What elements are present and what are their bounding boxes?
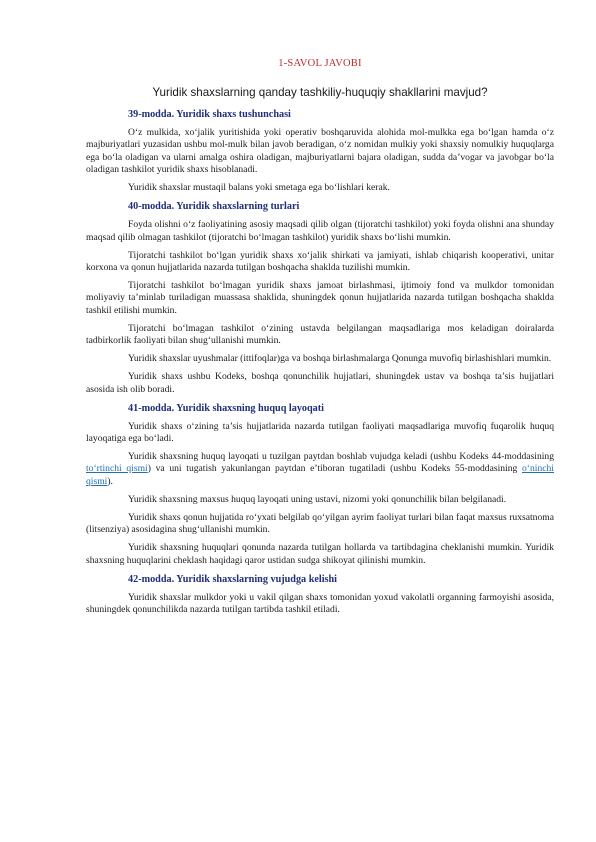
link-fourth-part[interactable]: to‘rtinchi qismi — [86, 463, 148, 475]
paragraph: Tijoratchi tashkilot bo‘lgan yuridik shaxs xo‘jalik shirkati va jamiyati, ishlab chiqarish kooperativi, unitar korxona va qonun hujjatlarida nazarda tutilgan boshqacha shaklda tuzilishi mumkin. — [86, 249, 554, 274]
paragraph-text: Yuridik shaxsning huquq layoqati u tuzilgan paytdan boshlab vujudga keladi (ushbu Kodeks 44-moddasining — [128, 451, 554, 463]
paragraph: Tijoratchi tashkilot bo‘lmagan yuridik shaxs jamoat birlashmasi, ijtimoiy fond va mulkdor tomonidan moliyaviy ta’minlab turiladigan muassasa shaklida, shuningdek qonun hujjatlarida nazarda tutilgan boshqacha shaklda tashkil etilishi mumkin. — [86, 280, 554, 316]
paragraph: Yuridik shaxslar mustaqil balans yoki smetaga ega bo‘lishlari kerak. — [128, 182, 390, 194]
paragraph-text: ) va uni tugatish yakunlangan paytdan e’tiboran tugatiladi (ushbu Kodeks 55-moddasining — [147, 463, 522, 475]
paragraph: Yuridik shaxslar uyushmalar (ittifoqlar)ga va boshqa birlashmalarga Qonunga muvofiq birlashishlari mumkin. — [128, 353, 552, 365]
paragraph: Foyda olishni o‘z faoliyatining asosiy maqsadi qilib olgan (tijoratchi tashkilot) yoki foyda olishni ana shunday maqsad qilib olmagan tashkilot (tijoratchi bo‘lmagan tashkilot) yuridik shaxs bo‘lishi mumkin. — [86, 219, 554, 243]
paragraph: O‘z mulkida, xo‘jalik yuritishida yoki operativ boshqaruvida alohida mol-mulkka ega bo‘lgan hamda o‘z majburiyatlari yuzasidan ushbu mol-mulk bilan javob beradigan, o‘z nomidan mulkiy yoki shaxsiy nomulkiy huquqlarga ega bo‘la oladigan va ularni amalga oshira oladigan, majburiyatlarni bajara oladigan, sudda da’vogar va javobgar bo‘la oladigan tashkilot yuridik shaxs hisoblanadi. — [86, 127, 554, 176]
link-tenth-part[interactable]: o‘ninchi qismi — [86, 463, 554, 487]
paragraph: Yuridik shaxsning maxsus huquq layoqati uning ustavi, nizomi yoki qonunchilik bilan belgilanadi. — [128, 493, 507, 505]
question-heading: Yuridik shaxslarning qanday tashkiliy-huquqiy shakllarini mavjud? — [152, 86, 488, 99]
article-42-heading: 42-modda. Yuridik shaxslarning vujudga kelishi — [128, 573, 338, 585]
paragraph: Yuridik shaxs ushbu Kodeks, boshqa qonunchilik hujjatlari, shuningdek ustav va boshqa ta’sis hujjatlari asosida ish olib boradi. — [86, 371, 554, 395]
paragraph: Yuridik shaxslar mulkdor yoki u vakil qilgan shaxs tomonidan yoxud vakolatli organning farmoyishi asosida, shuningdek qonunchilikda nazarda tutilgan tartibda tashkil etiladi. — [86, 591, 554, 616]
paragraph: Yuridik shaxs o‘zining ta’sis hujjatlarida nazarda tutilgan faoliyati maqsadlariga muvofiq fuqarolik huquq layoqatiga ega bo‘ladi. — [86, 420, 554, 445]
article-41-heading: 41-modda. Yuridik shaxsning huquq layoqati — [128, 402, 325, 414]
paragraph: Tijoratchi bo‘lmagan tashkilot o‘zining ustavda belgilangan maqsadlariga mos keladigan doiralarda tadbirkorlik faoliyati bilan shug‘ullanishi mumkin. — [86, 322, 554, 347]
paragraph-with-links — [86, 451, 554, 488]
paragraph: Yuridik shaxsning huquqlari qonunda nazarda tutilgan hollarda va tartibdagina cheklanishi mumkin. Yuridik shaxsning huquqlarini cheklash haqidagi qaror ustidan sudga shikoyat qilinishi mumkin. — [86, 542, 554, 566]
paragraph-text: ). — [107, 475, 113, 487]
paragraph: Yuridik shaxs qonun hujjatida ro‘yxati belgilab qo‘yilgan ayrim faoliyat turlari bilan faqat maxsus ruxsatnoma (litsenziya) asosidagina shug‘ullanishi mumkin. — [86, 511, 554, 536]
page-title: 1-SAVOL JAVOBI — [278, 58, 362, 69]
article-40-heading: 40-modda. Yuridik shaxslarning turlari — [128, 201, 300, 213]
article-39-heading: 39-modda. Yuridik shaxs tushunchasi — [128, 109, 291, 120]
